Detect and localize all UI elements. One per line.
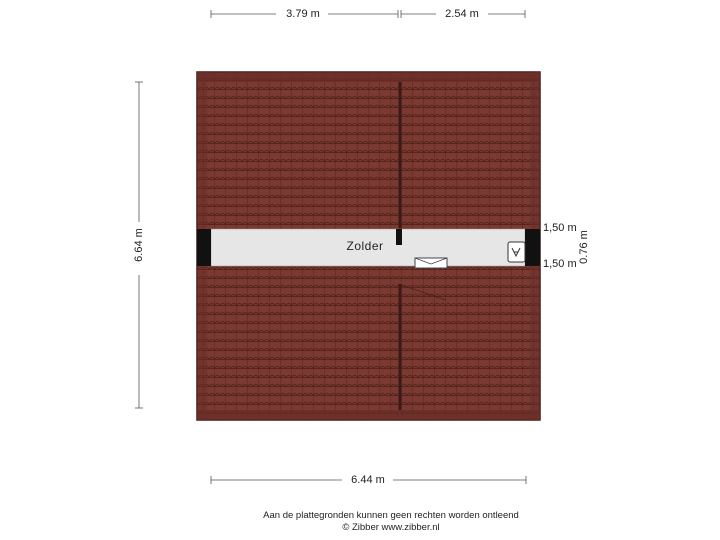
roof-eave-top bbox=[197, 72, 540, 82]
room-label: Zolder bbox=[346, 239, 384, 254]
footer bbox=[0, 510, 720, 534]
dim-right-upper: 1,50 m bbox=[543, 221, 577, 234]
dim-top-left: 3.79 m bbox=[286, 7, 320, 20]
roof-eave-bottom bbox=[197, 410, 540, 420]
wall-left bbox=[197, 229, 211, 266]
chimney-post bbox=[396, 229, 402, 245]
footer-disclaimer: Aan de plattegronden kunnen geen rechten worden ontleend bbox=[263, 510, 519, 521]
roof-top bbox=[197, 72, 540, 229]
wall-right bbox=[525, 229, 540, 266]
dim-right-lower: 1,50 m bbox=[543, 257, 577, 270]
dim-right-vertical: 0.76 m bbox=[577, 230, 590, 264]
roof-bottom bbox=[197, 266, 540, 420]
dim-left: 6.64 m bbox=[132, 228, 145, 262]
footer-copyright: © Zibber www.zibber.nl bbox=[342, 522, 440, 533]
dim-bottom: 6.44 m bbox=[351, 473, 385, 486]
dim-top-right: 2.54 m bbox=[445, 7, 479, 20]
